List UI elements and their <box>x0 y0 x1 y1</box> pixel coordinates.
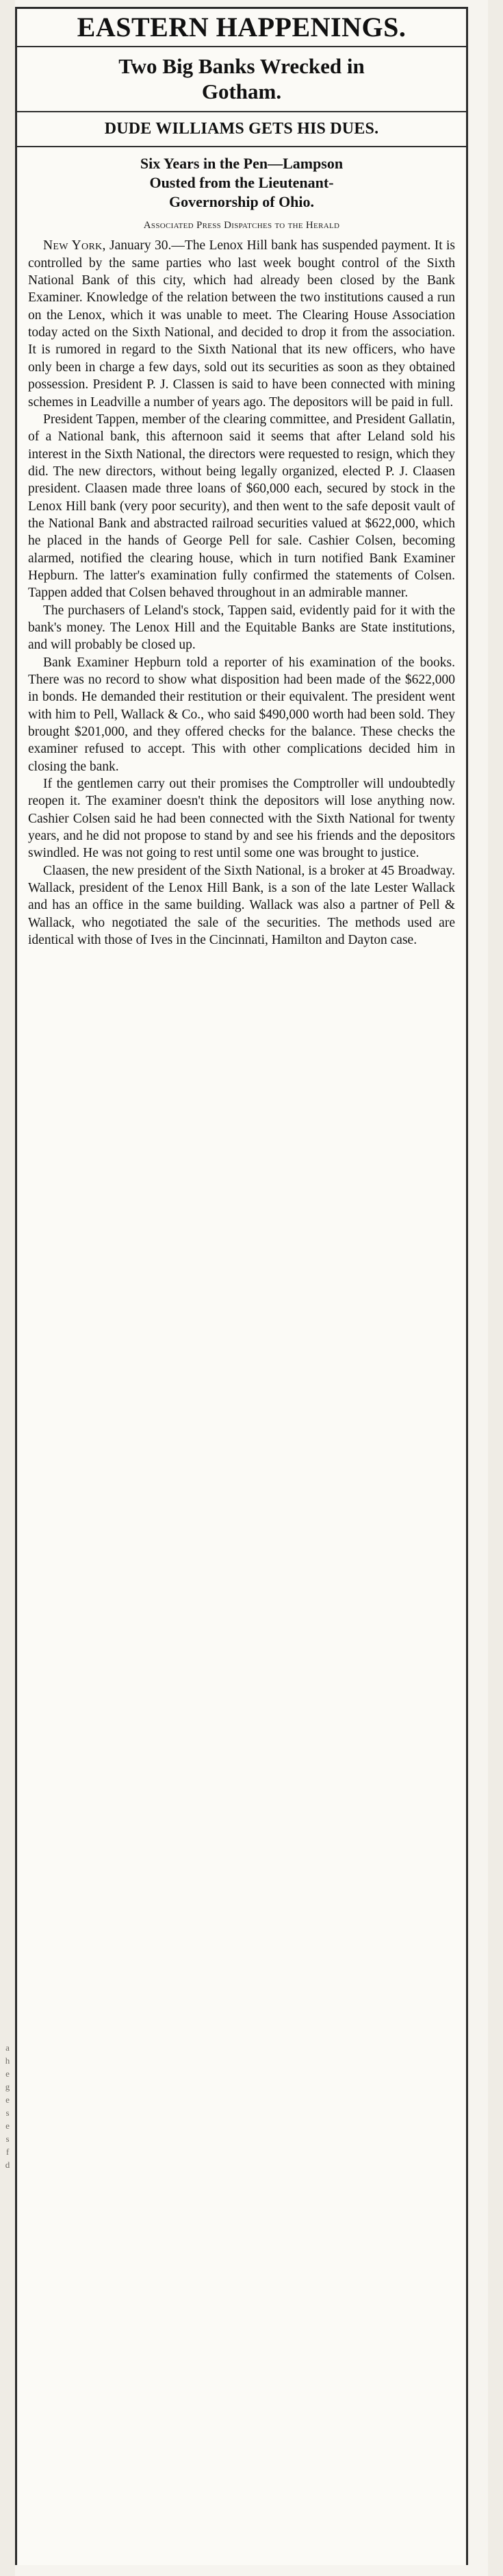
article-paragraph: Bank Examiner Hepburn told a reporter of his examination of the books. There was no record to show what disposition had been made of the $622,000 in bonds. He demanded their restitution or their equivalent. The president went with him to Pell, Wallack & Co., who said $490,000 worth had been sold. They brought $201,000, and they offered checks for the balance. These checks the examiner refused to accept. This with other complications decided him in closing the bank. <box>28 655 455 774</box>
divider-3 <box>17 146 466 147</box>
deck3-line3: Governorship of Ohio. <box>168 193 315 211</box>
page-edge-left <box>0 0 15 2576</box>
fragment-char: s <box>5 2108 10 2118</box>
divider-2 <box>17 111 466 112</box>
headline-deck-3 <box>28 154 455 212</box>
fragment-char: e <box>5 2094 10 2105</box>
fragment-char: f <box>5 2147 10 2157</box>
deck1-line1: Two Big Banks Wrecked in <box>118 54 365 78</box>
article-paragraph: President Tappen, member of the clearing committee, and President Gallatin, of a National bank, this afternoon said it seems that after Leland sold his interest in the Sixth National, the directors were requested to resign, which they did. The new directors, without being legally organized, elected P. J. Claasen president. Claasen made three loans of $60,000 each, secured by stock in the Lenox Hill bank (very poor security), and then went to the safe deposit vault of the National Bank and abstracted railroad securities valued at $622,000, which he placed in the hands of George Pell for sale. Cashier Colsen, becoming alarmed, notified the clearing house, which in turn notified Bank Examiner Hepburn. The latter's examination fully confirmed the statements of Colsen. Tappen added that Colsen behaved throughout in an admirable manner. <box>28 412 455 601</box>
dateline-city: New York, <box>43 238 106 253</box>
deck3-line2: Ousted from the Lieutenant- <box>149 174 334 192</box>
article-paragraph: If the gentlemen carry out their promises the Comptroller will undoubtedly reopen it. The examiner doesn't think the depositors will lose anything now. Cashier Colsen said he had been connected with the Sixth National for twenty years, and he did not propose to stand by and see his friends and the depositors swindled. He was not going to rest until some one was brought to justice. <box>28 777 455 861</box>
dateline-text: January 30.—The Lenox Hill bank has suspended payment. It is controlled by the same parties who last week bought control of the Sixth National Bank of this city, which had already been closed by the Bank Examiner. Knowledge of the relation between the two institutions caused a run on the Lenox, which it was unable to meet. The Clearing House Association today acted on the Sixth National, and decided to drop it from the association. It is rumored in regard to the Sixth National that its new officers, who have only been in charge a few days, sold out its securities as soon as they obtained possession. President P. J. Classen is said to have been connected with mining schemes in Leadville a number of years ago. The depositors will be paid in full. <box>28 238 455 410</box>
deck3-line1: Six Years in the Pen—Lampson <box>140 154 344 172</box>
headline-deck-1 <box>28 54 455 104</box>
article-paragraph: The purchasers of Leland's stock, Tappen said, evidently paid for it with the bank's money. The Lenox Hill and the Equitable Banks are State institutions, and will probably be closed up. <box>28 603 455 653</box>
article-body <box>28 237 455 949</box>
fragment-char: g <box>5 2081 10 2092</box>
fragment-char: e <box>5 2121 10 2131</box>
article-paragraph: Claasen, the new president of the Sixth National, is a broker at 45 Broadway. Wallack, president of the Lenox Hill Bank, is a son of the late Lester Wallack and has an office in the same building. Wallack was also a partner of Pell & Wallack, who negotiated the sale of the securities. The methods used are identical with those of Ives in the Cincinnati, Hamilton and Dayton case. <box>28 863 455 948</box>
fragment-char: s <box>5 2134 10 2144</box>
article-paragraph <box>28 237 455 410</box>
dispatch-credit <box>28 220 455 232</box>
fragment-char: d <box>5 2160 10 2170</box>
fragment-char: e <box>5 2068 10 2079</box>
adjacent-column-fragment <box>2 2041 13 2171</box>
page-title: EASTERN HAPPENINGS. <box>77 12 407 42</box>
deck1-line2: Gotham. <box>201 79 282 103</box>
page-edge-right <box>488 0 503 2576</box>
credit-paper: Herald <box>305 220 340 232</box>
divider-1 <box>17 46 466 47</box>
fragment-char: h <box>5 2055 10 2066</box>
fragment-char: a <box>5 2042 10 2053</box>
headline-deck-2: DUDE WILLIAMS GETS HIS DUES. <box>104 120 379 138</box>
credit-prefix: Associated Press Dispatches to the <box>143 220 306 232</box>
article-column <box>15 7 468 2565</box>
top-rule <box>17 7 466 9</box>
